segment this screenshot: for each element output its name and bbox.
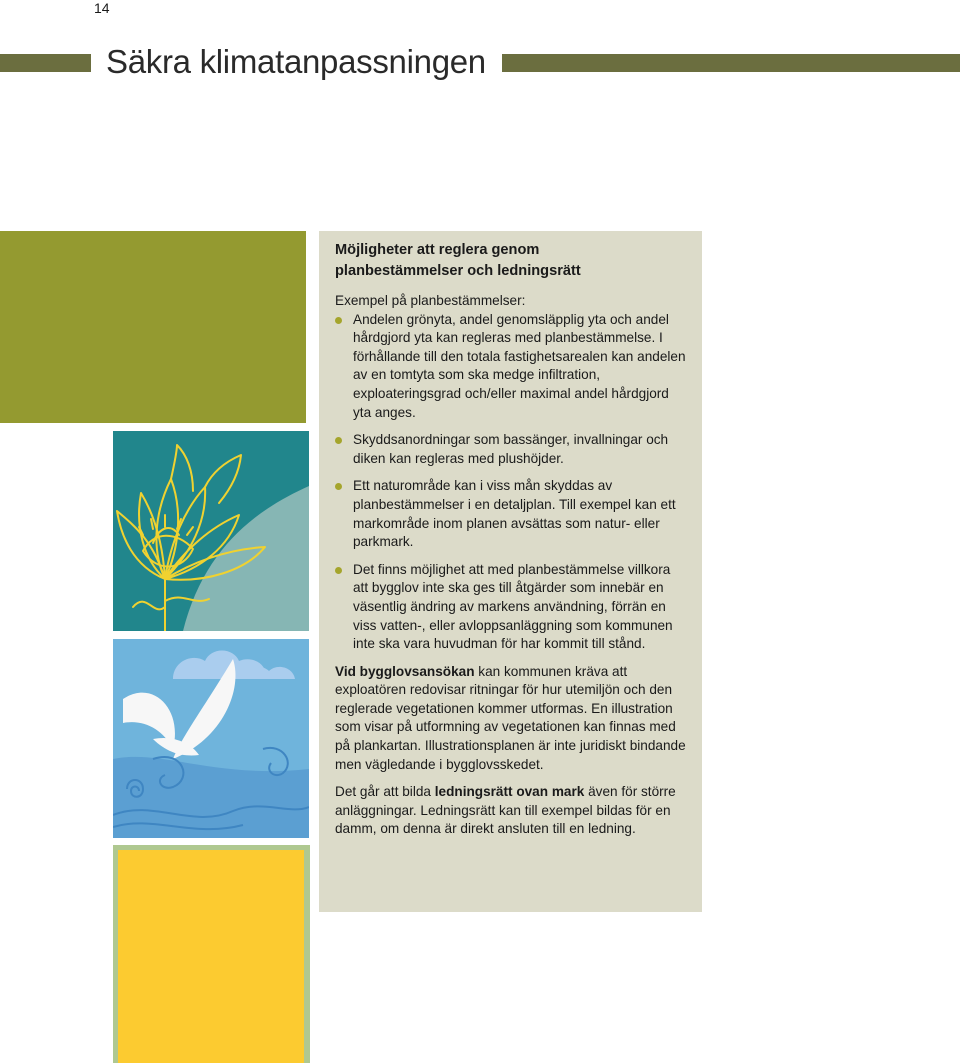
info-box-heading	[335, 240, 686, 281]
page-number: 14	[94, 0, 110, 16]
ledningsratt-text: även för större anläggningar. Ledningsrätt kan till exempel bildas för en damm, om denna är direkt ansluten till en ledning.	[335, 784, 676, 837]
list-item	[335, 561, 686, 654]
olive-color-block	[0, 231, 306, 423]
bullet-list	[335, 311, 686, 654]
bullet-text: Ett naturområde kan i viss mån skyddas av planbestämmelser i en detaljplan. Till exempel kan ett markområde inom planen avsättas som natur- eller parkmark.	[353, 478, 676, 550]
ledningsratt-paragraph	[335, 783, 686, 839]
bullet-text: Skyddsanordningar som bassänger, invallningar och diken kan regleras med plushöjder.	[353, 432, 669, 466]
lotus-panel	[113, 431, 309, 631]
header-bar-right	[502, 54, 960, 72]
info-box	[319, 231, 702, 912]
bird-panel	[113, 639, 309, 838]
yellow-panel-frame	[113, 845, 310, 1063]
bullet-dot-icon	[335, 567, 342, 574]
bygglov-paragraph	[335, 663, 686, 775]
info-heading-line2: planbestämmelser och ledningsrätt	[335, 262, 581, 279]
bullet-text: Andelen grönyta, andel genomsläpplig yta och andel hårdgjord yta kan regleras med planbestämmelse. I förhållande till den totala fastighetsarealen kan andelen av en tomtyta som ska medge infiltration, exploateringsgrad och/eller maximal andel hårdgjord yta anges.	[353, 311, 686, 420]
list-item	[335, 431, 686, 468]
ledningsratt-bold: ledningsrätt ovan mark	[434, 784, 585, 800]
examples-intro: Exempel på planbestämmelser:	[335, 293, 526, 308]
list-item	[335, 311, 686, 423]
ledningsratt-start: Det går att bilda	[335, 784, 435, 800]
page-title: Säkra klimatanpassningen	[106, 43, 486, 80]
bygglov-text: kan kommunen kräva att exploatören redovisar ritningar för hur utemiljön och den reglerade vegetationen kommer utformas. En illustration som visar på utformning av vegetationen kan finnas med på plankartan. Illustrationsplanen är inte juridiskt bindande men vägledande i bygglovsskedet.	[335, 663, 686, 772]
bullet-text: Det finns möjlighet att med planbestämmelse villkora att bygglov inte ska ges till åtgärder som innebär en väsentlig ändring av markens användning, förrän en viss vatten-, eller avloppsanläggning som kommunen inte ska vara huvudman för har kommit till stånd.	[353, 561, 673, 652]
header-bar-left	[0, 54, 91, 72]
bullet-dot-icon	[335, 483, 342, 490]
list-item	[335, 477, 686, 551]
lotus-flower-icon	[113, 431, 309, 631]
bullet-dot-icon	[335, 437, 342, 444]
bygglov-bold: Vid bygglovsansökan	[335, 663, 475, 679]
yellow-square	[118, 850, 304, 1063]
bird-and-clouds-icon	[113, 639, 309, 838]
bullet-dot-icon	[335, 317, 342, 324]
info-heading-line1: Möjligheter att reglera genom	[335, 242, 540, 258]
